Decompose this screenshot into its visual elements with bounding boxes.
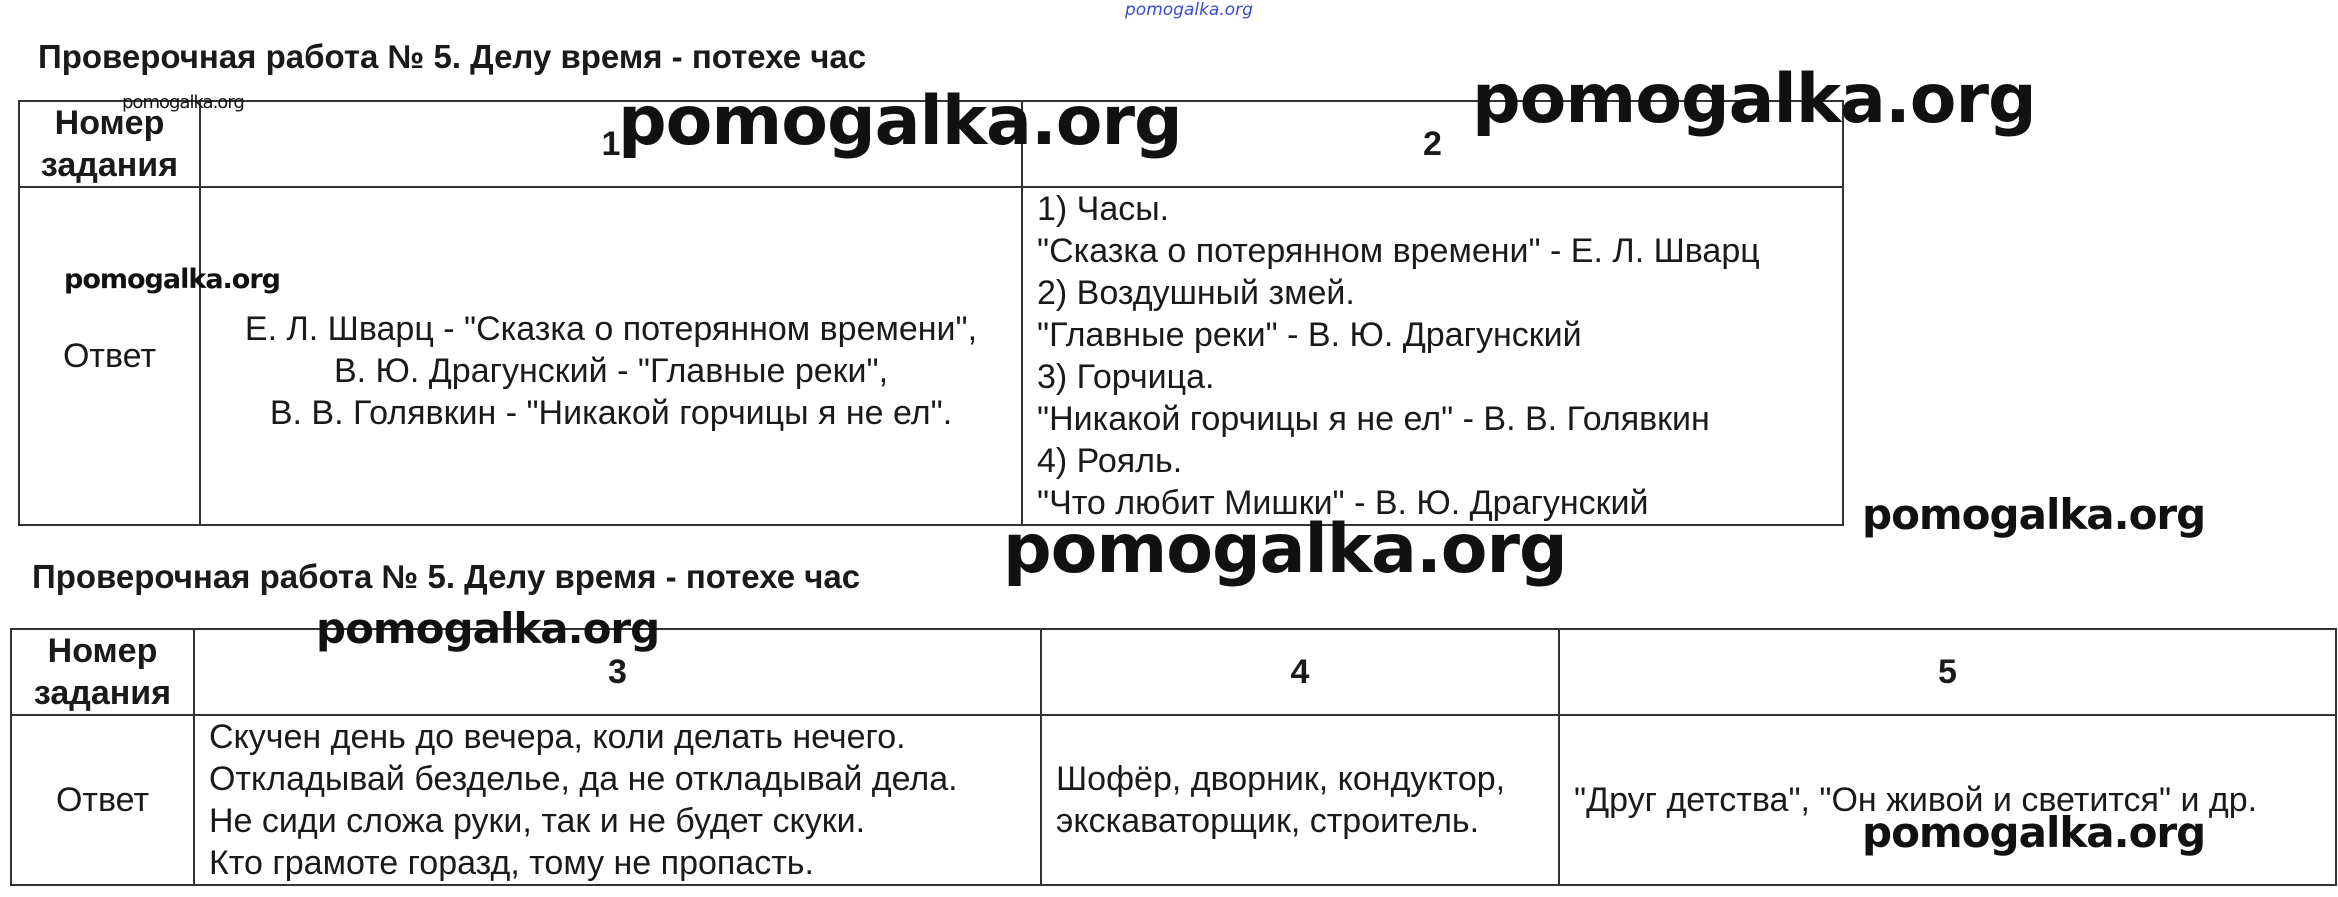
watermark-text: pomogalka.org: [122, 92, 244, 113]
answer-line: В. В. Голявкин - "Никакой горчицы я не ел".: [269, 394, 953, 432]
answer-line: Шофёр, дворник, кондуктор,: [1056, 760, 1506, 798]
answer-line: Откладывай безделье, да не откладывай дела.: [209, 760, 958, 798]
watermark-text: pomogalka.org: [1472, 60, 2036, 139]
header-label-line-1: Номер: [54, 104, 165, 142]
watermark-text: pomogalka.org: [1862, 490, 2206, 539]
answer-line: "Никакой горчицы я не ел" - В. В. Голявкин: [1037, 400, 1710, 438]
section-title-1: Проверочная работа № 5. Делу время - потехе час: [38, 38, 867, 75]
watermark-text: pomogalka.org: [64, 264, 280, 295]
answers-table-1: [18, 100, 1844, 526]
task-number-header: [11, 629, 194, 715]
answer-label: Ответ: [11, 715, 194, 885]
answer-line: "Что любит Мишки" - В. Ю. Драгунский: [1037, 484, 1649, 522]
answers-table-2: [10, 628, 2337, 886]
watermark-text: pomogalka.org: [316, 604, 660, 653]
answer-line: "Друг детства", "Он живой и светится" и др.: [1574, 781, 2258, 819]
header-label-line-1: Номер: [47, 632, 158, 670]
answer-line: 3) Горчица.: [1037, 358, 1215, 396]
answer-line: В. Ю. Драгунский - "Главные реки",: [333, 352, 889, 390]
task-number-5: 5: [1559, 629, 2336, 715]
answer-line: экскаваторщик, строитель.: [1056, 802, 1480, 840]
answer-line: Е. Л. Шварц - "Сказка о потерянном времени",: [244, 310, 978, 348]
task-number-2: 2: [1022, 101, 1843, 187]
table-header-row: [19, 101, 1843, 187]
task-number-4: 4: [1041, 629, 1559, 715]
section-title-2: Проверочная работа № 5. Делу время - потехе час: [32, 558, 861, 595]
task-number-1: 1: [200, 101, 1022, 187]
answer-cell-3: [194, 715, 1041, 885]
answer-line: 4) Рояль.: [1037, 442, 1183, 480]
answer-line: "Сказка о потерянном времени" - Е. Л. Шварц: [1037, 232, 1760, 270]
watermark-text: pomogalka.org: [1862, 808, 2206, 857]
answer-cell-2: [1022, 187, 1843, 525]
answer-label: Ответ: [19, 187, 200, 525]
table-answer-row: [19, 187, 1843, 525]
header-label-line-2: задания: [33, 674, 172, 712]
table-header-row: [11, 629, 2336, 715]
answer-line: Скучен день до вечера, коли делать нечего.: [209, 718, 906, 756]
watermark-text: pomogalka.org: [1125, 0, 1253, 20]
answer-cell-1: [200, 187, 1022, 525]
header-label-line-2: задания: [40, 146, 179, 184]
answer-line: 2) Воздушный змей.: [1037, 274, 1355, 312]
answer-line: Не сиди сложа руки, так и не будет скуки.: [209, 802, 866, 840]
answer-line: "Главные реки" - В. Ю. Драгунский: [1037, 316, 1582, 354]
answer-line: Кто грамоте горазд, тому не пропасть.: [209, 844, 814, 882]
answer-cell-5: [1559, 715, 2336, 885]
watermark-text: pomogalka.org: [1003, 510, 1567, 589]
answer-line: 1) Часы.: [1037, 190, 1170, 228]
table-answer-row: [11, 715, 2336, 885]
task-number-3: 3: [194, 629, 1041, 715]
task-number-header: [19, 101, 200, 187]
answer-cell-4: [1041, 715, 1559, 885]
watermark-text: pomogalka.org: [618, 82, 1182, 161]
